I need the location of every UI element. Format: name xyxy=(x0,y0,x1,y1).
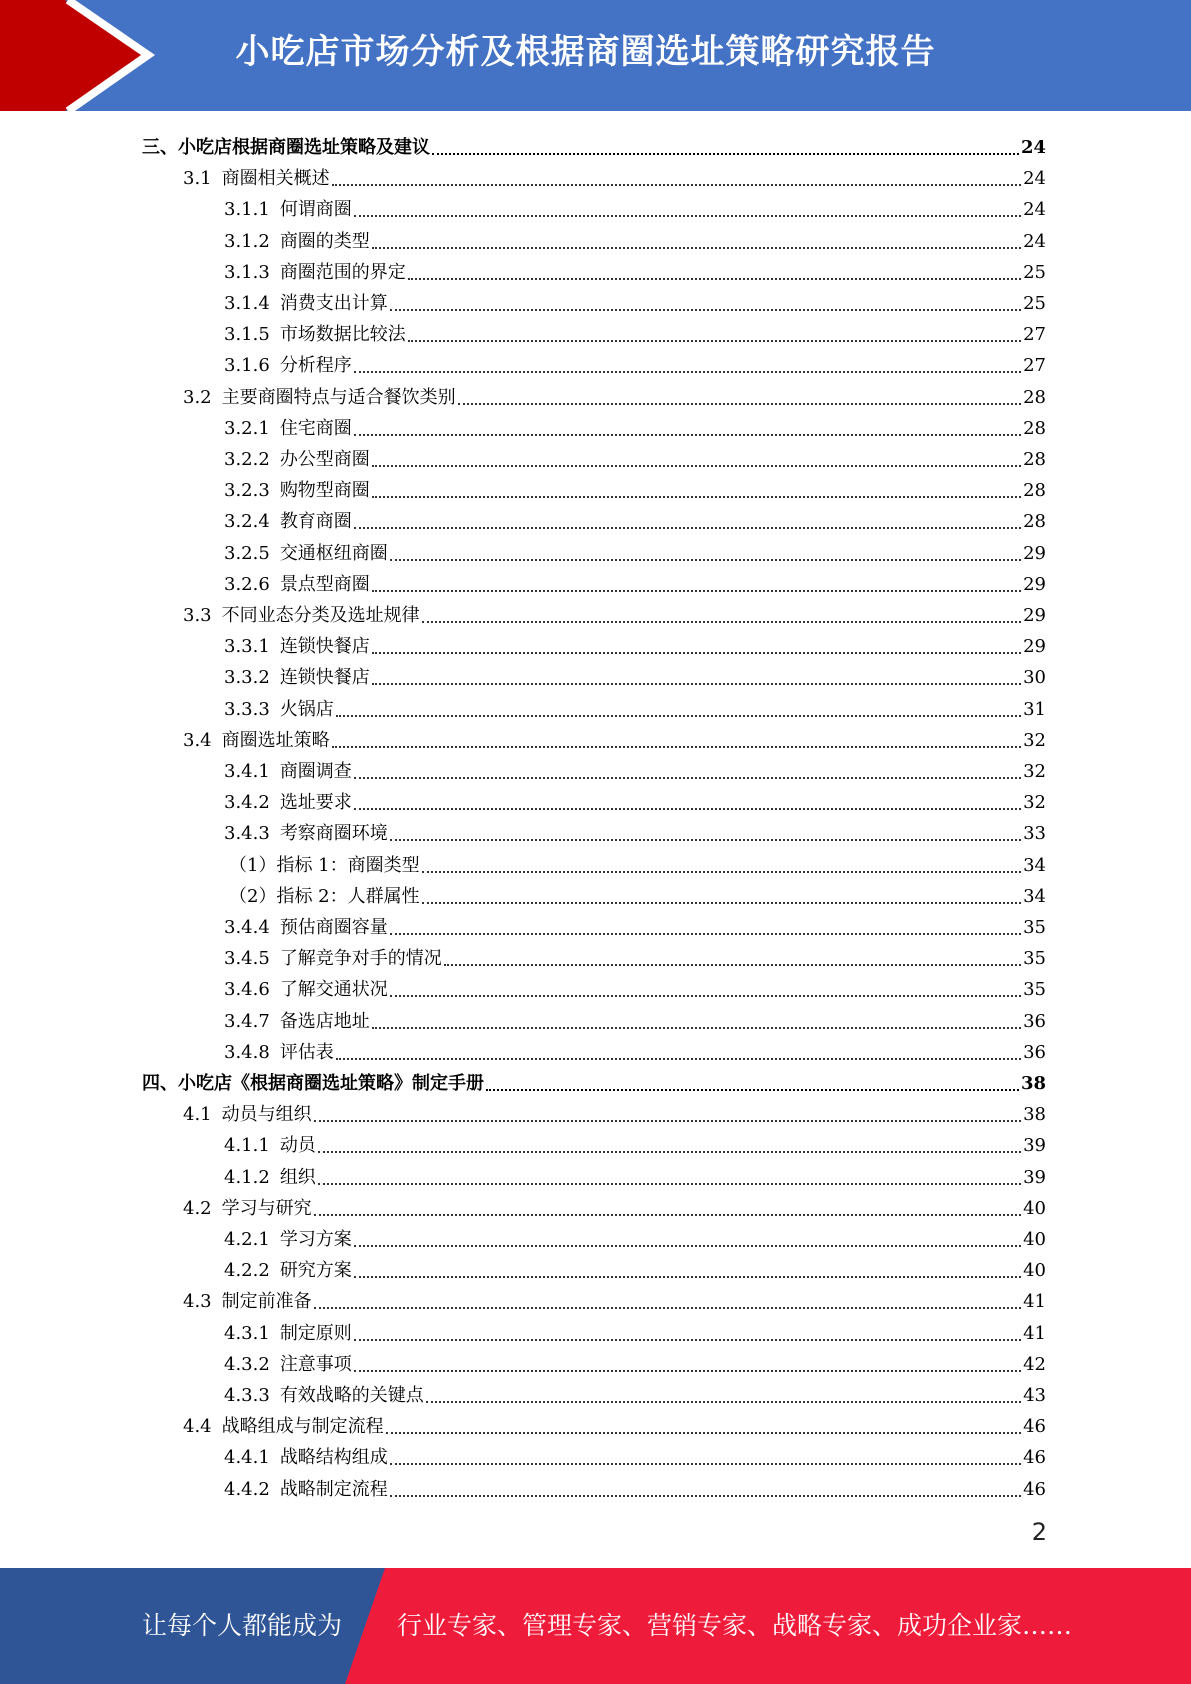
footer-slogan-left: 让每个人都能成为 xyxy=(142,1611,343,1640)
toc-entry-title: 商圈选址策略 xyxy=(221,729,330,751)
toc-entry-page: 41 xyxy=(1023,1322,1046,1344)
toc-leader-dots xyxy=(354,371,1021,373)
toc-leader-dots xyxy=(432,153,1019,155)
toc-entry-page: 29 xyxy=(1023,542,1046,564)
toc-entry-page: 39 xyxy=(1023,1166,1046,1188)
toc-entry-number: 3.4.8 xyxy=(224,1041,270,1063)
toc-leader-dots xyxy=(486,1089,1019,1091)
toc-entry-page: 39 xyxy=(1023,1135,1046,1157)
toc-entry-page: 38 xyxy=(1023,1104,1046,1126)
footer-banner xyxy=(0,1568,1191,1684)
header-red-arrow xyxy=(0,0,160,111)
header-banner xyxy=(0,0,1191,111)
toc-entry-title: 制定前准备 xyxy=(221,1291,312,1313)
toc-entry-number: 4.3.3 xyxy=(224,1385,270,1406)
toc-entry-title: 不同业态分类及选址规律 xyxy=(221,605,420,626)
toc-entry[interactable] xyxy=(224,190,1046,221)
toc-entry-page: 30 xyxy=(1023,667,1046,689)
toc-entry[interactable] xyxy=(224,970,1046,1001)
toc-entry-number: 3.4.5 xyxy=(224,948,270,970)
toc-entry[interactable] xyxy=(183,1095,1046,1126)
toc-entry-page: 27 xyxy=(1023,324,1046,346)
toc-entry-number: 3.2.3 xyxy=(224,480,270,502)
toc-entry-page: 29 xyxy=(1023,605,1046,626)
toc-entry-number: 3.1.1 xyxy=(224,199,270,221)
toc-entry-page: 42 xyxy=(1023,1353,1046,1375)
toc-leader-dots xyxy=(354,808,1021,810)
toc-entry-page: 41 xyxy=(1023,1291,1046,1313)
toc-leader-dots xyxy=(354,527,1021,529)
toc-entry-number: 3.2.2 xyxy=(224,449,270,470)
toc-entry-page: 34 xyxy=(1023,885,1046,907)
toc-entry-number: 4.4 xyxy=(183,1416,212,1438)
toc-entry[interactable] xyxy=(229,846,1046,877)
toc-entry-title: 分析程序 xyxy=(279,355,352,377)
toc-entry-number: 3.1.6 xyxy=(224,355,270,377)
toc-entry-title: 交通枢纽商圈 xyxy=(279,542,388,564)
toc-entry-number: 4.3.1 xyxy=(224,1322,270,1344)
toc-entry[interactable] xyxy=(224,1376,1046,1407)
toc-entry-title: 战略结构组成 xyxy=(279,1447,388,1469)
toc-entry-title: 四、小吃店《根据商圈选址策略》制定手册 xyxy=(142,1073,484,1094)
toc-entry-number: 3.3.2 xyxy=(224,667,270,689)
toc-entry-title: 商圈相关概述 xyxy=(221,168,330,190)
toc-leader-dots xyxy=(354,1339,1021,1341)
toc-entry-number: 4.1 xyxy=(183,1104,212,1126)
toc-entry-title: 学习与研究 xyxy=(221,1197,312,1219)
toc-leader-dots xyxy=(390,559,1021,561)
toc-leader-dots xyxy=(318,1151,1021,1153)
toc-leader-dots xyxy=(426,1401,1021,1403)
toc-entry[interactable] xyxy=(224,1220,1046,1251)
toc-entry-title: 预估商圈容量 xyxy=(279,917,388,938)
toc-leader-dots xyxy=(372,1027,1021,1029)
toc-leader-dots xyxy=(390,1495,1021,1497)
toc-leader-dots xyxy=(390,995,1021,997)
toc-entry-page: 36 xyxy=(1023,1041,1046,1063)
toc-entry-title: 评估表 xyxy=(279,1041,334,1063)
toc-entry-number: 4.2 xyxy=(183,1197,212,1219)
toc-entry-title: 了解交通状况 xyxy=(279,979,388,1001)
toc-entry[interactable] xyxy=(224,783,1046,814)
toc-entry-number: 3.1.5 xyxy=(224,324,270,346)
toc-leader-dots xyxy=(314,1120,1021,1122)
toc-leader-dots xyxy=(372,652,1021,654)
toc-entry-page: 40 xyxy=(1023,1229,1046,1250)
toc-entry-number: 3.4.7 xyxy=(224,1010,270,1032)
toc-entry-page: 28 xyxy=(1023,449,1046,470)
toc-entry[interactable] xyxy=(224,471,1046,502)
toc-entry-title: 教育商圈 xyxy=(279,511,352,533)
toc-entry-title: 选址要求 xyxy=(279,792,352,814)
toc-leader-dots xyxy=(444,964,1021,966)
toc-entry-title: 商圈调查 xyxy=(279,761,352,782)
toc-entry-title: （2）指标 2：人群属性 xyxy=(229,885,420,907)
toc-entry-title: 组织 xyxy=(279,1166,316,1188)
toc-entry-title: 学习方案 xyxy=(279,1229,352,1250)
toc-entry-page: 33 xyxy=(1023,823,1046,845)
toc-entry-title: （1）指标 1：商圈类型 xyxy=(229,854,420,876)
toc-entry-number: 4.2.2 xyxy=(224,1260,270,1282)
toc-entry-number: 4.4.2 xyxy=(224,1478,270,1500)
toc-leader-dots xyxy=(390,933,1021,935)
toc-entry-number: 3.4.6 xyxy=(224,979,270,1001)
toc-entry-title: 主要商圈特点与适合餐饮类别 xyxy=(221,386,456,408)
toc-entry-number: 3.2.1 xyxy=(224,417,270,439)
toc-entry-number: 3.1.2 xyxy=(224,230,270,252)
toc-entry-page: 40 xyxy=(1023,1260,1046,1282)
toc-leader-dots xyxy=(422,902,1021,904)
toc-entry[interactable] xyxy=(183,378,1046,409)
toc-entry-page: 31 xyxy=(1023,698,1046,720)
toc-leader-dots xyxy=(354,1245,1021,1247)
toc-leader-dots xyxy=(390,1463,1021,1465)
toc-leader-dots xyxy=(372,590,1021,592)
toc-entry-title: 办公型商圈 xyxy=(279,449,370,470)
toc-entry-number: 3.4.3 xyxy=(224,823,270,845)
toc-entry[interactable] xyxy=(224,534,1046,565)
toc-entry-number: 3.4.1 xyxy=(224,761,270,782)
toc-entry-page: 32 xyxy=(1023,761,1046,782)
toc-leader-dots xyxy=(354,434,1021,436)
toc-entry[interactable] xyxy=(142,128,1046,159)
toc-entry[interactable] xyxy=(224,627,1046,658)
toc-leader-dots xyxy=(408,340,1021,342)
toc-entry-number: 3.1.3 xyxy=(224,261,270,283)
toc-entry-number: 4.1.2 xyxy=(224,1166,270,1188)
toc-entry[interactable] xyxy=(224,409,1046,440)
toc-entry-title: 火锅店 xyxy=(279,698,334,720)
toc-leader-dots xyxy=(318,1183,1021,1185)
toc-entry-title: 购物型商圈 xyxy=(279,480,370,502)
toc-entry[interactable] xyxy=(142,1064,1046,1095)
toc-entry-title: 了解竞争对手的情况 xyxy=(279,948,442,970)
toc-entry-title: 消费支出计算 xyxy=(279,293,388,314)
toc-entry[interactable] xyxy=(224,1438,1046,1469)
toc-leader-dots xyxy=(332,184,1021,186)
toc-entry[interactable] xyxy=(224,690,1046,721)
footer-slogan-right: 行业专家、管理专家、营销专家、战略专家、成功企业家…… xyxy=(397,1611,1073,1640)
toc-entry-page: 24 xyxy=(1023,168,1046,190)
toc-entry-number: 3.4.4 xyxy=(224,917,270,938)
toc-entry-number: 3.2.6 xyxy=(224,573,270,595)
toc-entry[interactable] xyxy=(224,1126,1046,1157)
toc-entry-page: 46 xyxy=(1023,1447,1046,1469)
toc-leader-dots xyxy=(336,715,1021,717)
toc-entry[interactable] xyxy=(224,1314,1046,1345)
toc-entry-page: 25 xyxy=(1023,293,1046,314)
toc-entry-title: 连锁快餐店 xyxy=(279,636,370,658)
toc-entry[interactable] xyxy=(224,1033,1046,1064)
toc-entry[interactable] xyxy=(183,159,1046,190)
toc-entry-page: 28 xyxy=(1023,386,1046,408)
toc-leader-dots xyxy=(354,1370,1021,1372)
toc-entry-page: 46 xyxy=(1023,1416,1046,1438)
toc-entry-page: 28 xyxy=(1023,480,1046,502)
toc-leader-dots xyxy=(372,496,1021,498)
toc-leader-dots xyxy=(354,1276,1021,1278)
toc-entry-title: 动员与组织 xyxy=(221,1104,312,1126)
page-number: 2 xyxy=(1031,1518,1047,1546)
toc-entry-title: 注意事项 xyxy=(279,1353,352,1375)
toc-entry-page: 32 xyxy=(1023,792,1046,814)
toc-entry-number: 3.1 xyxy=(183,168,212,190)
toc-leader-dots xyxy=(422,871,1021,873)
toc-leader-dots xyxy=(458,403,1021,405)
toc-entry-number: 4.4.1 xyxy=(224,1447,270,1469)
toc-entry[interactable] xyxy=(224,1002,1046,1033)
toc-leader-dots xyxy=(332,746,1021,748)
toc-entry[interactable] xyxy=(224,253,1046,284)
toc-entry-number: 4.3.2 xyxy=(224,1353,270,1375)
toc-entry[interactable] xyxy=(224,1251,1046,1282)
toc-entry[interactable] xyxy=(224,565,1046,596)
toc-entry-number: 3.4.2 xyxy=(224,792,270,814)
toc-entry-number: 3.2.4 xyxy=(224,511,270,533)
toc-leader-dots xyxy=(408,278,1021,280)
toc-entry-page: 35 xyxy=(1023,917,1046,938)
toc-entry-number: 3.2 xyxy=(183,386,212,408)
toc-entry[interactable] xyxy=(224,1470,1046,1501)
toc-entry-title: 制定原则 xyxy=(279,1322,352,1344)
toc-leader-dots xyxy=(372,465,1021,467)
toc-entry[interactable] xyxy=(224,939,1046,970)
toc-entry-page: 24 xyxy=(1023,199,1046,221)
toc-entry-page: 28 xyxy=(1023,417,1046,439)
toc-entry[interactable] xyxy=(224,284,1046,315)
toc-entry-title: 三、小吃店根据商圈选址策略及建议 xyxy=(142,137,430,158)
toc-entry[interactable] xyxy=(224,814,1046,845)
toc-entry-title: 连锁快餐店 xyxy=(279,667,370,689)
toc-entry-number: 4.2.1 xyxy=(224,1229,270,1250)
toc-entry[interactable] xyxy=(183,1189,1046,1220)
toc-leader-dots xyxy=(314,1214,1021,1216)
toc-entry-number: 3.3.3 xyxy=(224,698,270,720)
toc-entry-number: 3.3 xyxy=(183,605,212,626)
toc-entry[interactable] xyxy=(229,877,1046,908)
toc-entry-page: 43 xyxy=(1023,1385,1046,1406)
toc-leader-dots xyxy=(354,777,1021,779)
toc-entry-page: 28 xyxy=(1023,511,1046,533)
toc-entry-page: 34 xyxy=(1023,854,1046,876)
toc-entry-page: 29 xyxy=(1023,573,1046,595)
document-title: 小吃店市场分析及根据商圈选址策略研究报告 xyxy=(235,32,936,72)
toc-leader-dots xyxy=(354,215,1021,217)
toc-entry-title: 何谓商圈 xyxy=(279,199,352,221)
toc-entry-title: 商圈范围的界定 xyxy=(279,261,406,283)
toc-entry-title: 有效战略的关键点 xyxy=(279,1385,424,1406)
toc-entry-title: 研究方案 xyxy=(279,1260,352,1282)
toc-entry-page: 29 xyxy=(1023,636,1046,658)
toc-entry-title: 考察商圈环境 xyxy=(279,823,388,845)
toc-entry[interactable] xyxy=(224,315,1046,346)
toc-entry-page: 35 xyxy=(1023,979,1046,1001)
toc-leader-dots xyxy=(372,247,1021,249)
toc-entry[interactable] xyxy=(224,752,1046,783)
toc-entry[interactable] xyxy=(183,1407,1046,1438)
toc-entry[interactable] xyxy=(224,1158,1046,1189)
toc-leader-dots xyxy=(422,621,1021,623)
toc-entry[interactable] xyxy=(224,346,1046,377)
toc-entry-page: 24 xyxy=(1023,230,1046,252)
toc-entry-title: 战略组成与制定流程 xyxy=(221,1416,384,1438)
toc-entry[interactable] xyxy=(183,1282,1046,1313)
toc-entry[interactable] xyxy=(224,502,1046,533)
toc-leader-dots xyxy=(390,839,1021,841)
toc-entry-number: 3.2.5 xyxy=(224,542,270,564)
toc-entry-number: 3.1.4 xyxy=(224,293,270,314)
toc-entry-title: 动员 xyxy=(279,1135,316,1157)
toc-entry-number: 4.3 xyxy=(183,1291,212,1313)
toc-entry-page: 32 xyxy=(1023,729,1046,751)
toc-entry-page: 40 xyxy=(1023,1197,1046,1219)
toc-entry-number: 4.1.1 xyxy=(224,1135,270,1157)
toc-entry-title: 商圈的类型 xyxy=(279,230,370,252)
toc-entry-page: 27 xyxy=(1023,355,1046,377)
toc-entry[interactable] xyxy=(224,440,1046,471)
toc-entry[interactable] xyxy=(224,1345,1046,1376)
toc-entry-title: 市场数据比较法 xyxy=(279,324,406,346)
toc-entry-page: 25 xyxy=(1023,261,1046,283)
toc-entry-page: 24 xyxy=(1020,137,1046,158)
toc-entry-page: 35 xyxy=(1023,948,1046,970)
toc-entry[interactable] xyxy=(224,658,1046,689)
toc-entry[interactable] xyxy=(224,222,1046,253)
toc-entry-title: 景点型商圈 xyxy=(279,573,370,595)
toc-entry-title: 备选店地址 xyxy=(279,1010,370,1032)
toc-entry-page: 36 xyxy=(1023,1010,1046,1032)
toc-leader-dots xyxy=(336,1058,1021,1060)
toc-leader-dots xyxy=(372,683,1021,685)
toc-entry[interactable] xyxy=(183,596,1046,627)
toc-leader-dots xyxy=(390,309,1021,311)
toc-entry-title: 住宅商圈 xyxy=(279,417,352,439)
toc-entry-page: 46 xyxy=(1023,1478,1046,1500)
toc-entry[interactable] xyxy=(224,908,1046,939)
toc-entry-number: 3.3.1 xyxy=(224,636,270,658)
toc-leader-dots xyxy=(314,1307,1021,1309)
toc-leader-dots xyxy=(386,1432,1021,1434)
toc-entry-number: 3.4 xyxy=(183,729,212,751)
toc-entry-title: 战略制定流程 xyxy=(279,1478,388,1500)
toc-entry[interactable] xyxy=(183,721,1046,752)
toc-entry-page: 38 xyxy=(1020,1073,1046,1094)
